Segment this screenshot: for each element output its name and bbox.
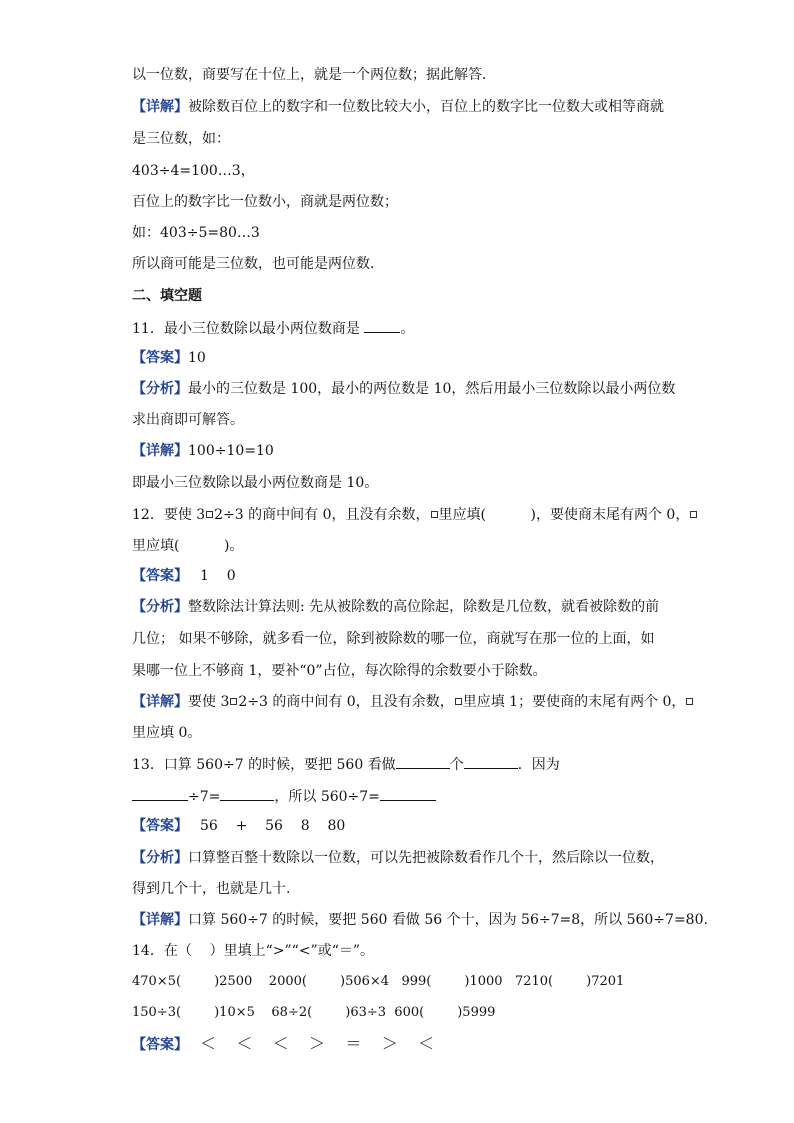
- q12-question-2: [132, 536, 243, 556]
- detail-tag: 【详解】: [132, 912, 188, 928]
- line-01: [132, 65, 496, 85]
- text: 要使 3: [188, 694, 230, 710]
- q12-detail-1: [132, 692, 694, 712]
- text: ，所以 560÷7=: [274, 789, 380, 805]
- text: 百位上的数字比一位数小，商就是两位数；: [132, 194, 398, 210]
- q14-row-2: [132, 1003, 495, 1023]
- answer-blank: [396, 754, 450, 769]
- answer-tag: 【答案】: [132, 350, 188, 366]
- text: 如：403÷5=80…3: [132, 225, 260, 241]
- q11-question: [132, 318, 414, 339]
- q11-detail: [132, 441, 274, 461]
- text: 2÷3 的商中间有 0，且没有余数，: [238, 694, 454, 710]
- square-box-icon: [206, 511, 213, 518]
- text: 11．最小三位数除以最小两位数商是: [132, 321, 365, 337]
- q12-analysis-2: [132, 629, 654, 649]
- text: ÷7=: [188, 789, 221, 805]
- line-05: [132, 192, 398, 212]
- text: 最小的三位数是 100，最小的两位数是 10，然后用最小三位数除以最小两位数: [188, 381, 676, 397]
- q13-analysis-1: [132, 848, 664, 868]
- line-04: [132, 161, 255, 181]
- text: 里应填 0。: [132, 725, 202, 741]
- answer-text: ＜ ＜ ＜ ＞ ＝ ＞ ＜: [200, 1034, 435, 1053]
- q14-question: [132, 941, 374, 961]
- text: 口算整百整十数除以一位数，可以先把被除数看作几个十，然后除以一位数，: [188, 850, 664, 866]
- answer-blank: [364, 318, 400, 333]
- text: 470×5( )2500 2000( )506×4 999( )1000 7210( )7201: [132, 974, 625, 989]
- q14-row-1: [132, 972, 624, 992]
- text: ．因为: [517, 757, 560, 773]
- answer-text: 10: [188, 350, 206, 366]
- analysis-tag: 【分析】: [132, 381, 188, 397]
- q11-analysis-2: [132, 410, 244, 430]
- text: 几位； 如果不够除，就多看一位，除到被除数的哪一位，商就写在那一位的上面，如: [132, 631, 655, 647]
- text: 150÷3( )10×5 68÷2( )63÷3 600( )5999: [132, 1005, 496, 1020]
- text: 个: [449, 757, 464, 773]
- answer-blank: [464, 754, 518, 769]
- q13-question-1: [132, 754, 560, 775]
- text: 里应填 1；要使商的末尾有两个 0，: [462, 694, 686, 710]
- answer-text: 1 0: [200, 568, 236, 584]
- answer-blank: [132, 786, 188, 801]
- line-07: [132, 254, 384, 274]
- q11-analysis-1: [132, 379, 675, 399]
- text: 里应填( )。: [132, 538, 244, 554]
- answer-tag: 【答案】: [132, 818, 188, 834]
- analysis-tag: 【分析】: [132, 599, 188, 615]
- q12-detail-2: [132, 723, 201, 743]
- q12-analysis-1: [132, 597, 659, 617]
- q11-answer: [132, 348, 206, 368]
- q13-question-2: [132, 786, 436, 807]
- text: 13．口算 560÷7 的时候，要把 560 看做: [132, 757, 396, 773]
- text: 12．要使 3: [132, 507, 206, 523]
- q12-answer: [132, 566, 236, 586]
- answer-tag: 【答案】: [132, 1037, 188, 1053]
- q13-analysis-2: [132, 879, 290, 899]
- q14-answer: [132, 1034, 434, 1055]
- text: 果哪一位上不够商 1，要补“0”占位，每次除得的余数要小于除数。: [132, 663, 547, 679]
- detail-tag: 【详解】: [132, 443, 188, 459]
- text: 以一位数，商要写在十位上，就是一个两位数；据此解答．: [132, 67, 496, 83]
- square-box-icon: [455, 698, 462, 705]
- q13-detail: [132, 910, 708, 930]
- line-06: [132, 223, 260, 243]
- text: 14．在（ ）里填上“>”“<”或“＝”。: [132, 943, 375, 959]
- q13-answer: [132, 816, 345, 836]
- text: 2÷3 的商中间有 0，且没有余数，: [214, 507, 430, 523]
- section-title: [132, 286, 202, 306]
- answer-tag: 【答案】: [132, 568, 188, 584]
- analysis-tag: 【分析】: [132, 850, 188, 866]
- q11-conclusion: [132, 473, 378, 493]
- detail-tag: 【详解】: [132, 99, 188, 115]
- answer-blank: [220, 786, 274, 801]
- text: 所以商可能是三位数，也可能是两位数．: [132, 256, 384, 272]
- detail-tag: 【详解】: [132, 694, 188, 710]
- line-02: [132, 97, 664, 117]
- answer-text: 56 + 56 8 80: [200, 818, 346, 834]
- square-box-icon: [690, 511, 697, 518]
- square-box-icon: [431, 511, 438, 518]
- q12-analysis-3: [132, 661, 547, 681]
- line-03: [132, 129, 230, 149]
- text: 100÷10=10: [188, 443, 274, 459]
- text: 即最小三位数除以最小两位数商是 10。: [132, 475, 379, 491]
- text: 。: [400, 321, 415, 337]
- text: 被除数百位上的数字和一位数比较大小，百位上的数字比一位数大或相等商就: [188, 99, 664, 115]
- text: 整数除法计算法则: 先从被除数的高位除起，除数是几位数，就看被除数的前: [188, 599, 660, 615]
- answer-blank: [380, 786, 436, 801]
- square-box-icon: [686, 698, 693, 705]
- text: 口算 560÷7 的时候，要把 560 看做 56 个十，因为 56÷7=8，所以 560÷7=80.: [188, 912, 708, 928]
- text: 得到几个十，也就是几十.: [132, 881, 291, 897]
- section-title-text: 二、填空题: [132, 288, 202, 304]
- q12-question-1: [132, 505, 698, 525]
- square-box-icon: [230, 698, 237, 705]
- text: 里应填( )，要使商末尾有两个 0，: [438, 507, 690, 523]
- text: 403÷4=100…3，: [132, 163, 255, 179]
- text: 是三位数，如：: [132, 131, 230, 147]
- text: 求出商即可解答。: [132, 412, 244, 428]
